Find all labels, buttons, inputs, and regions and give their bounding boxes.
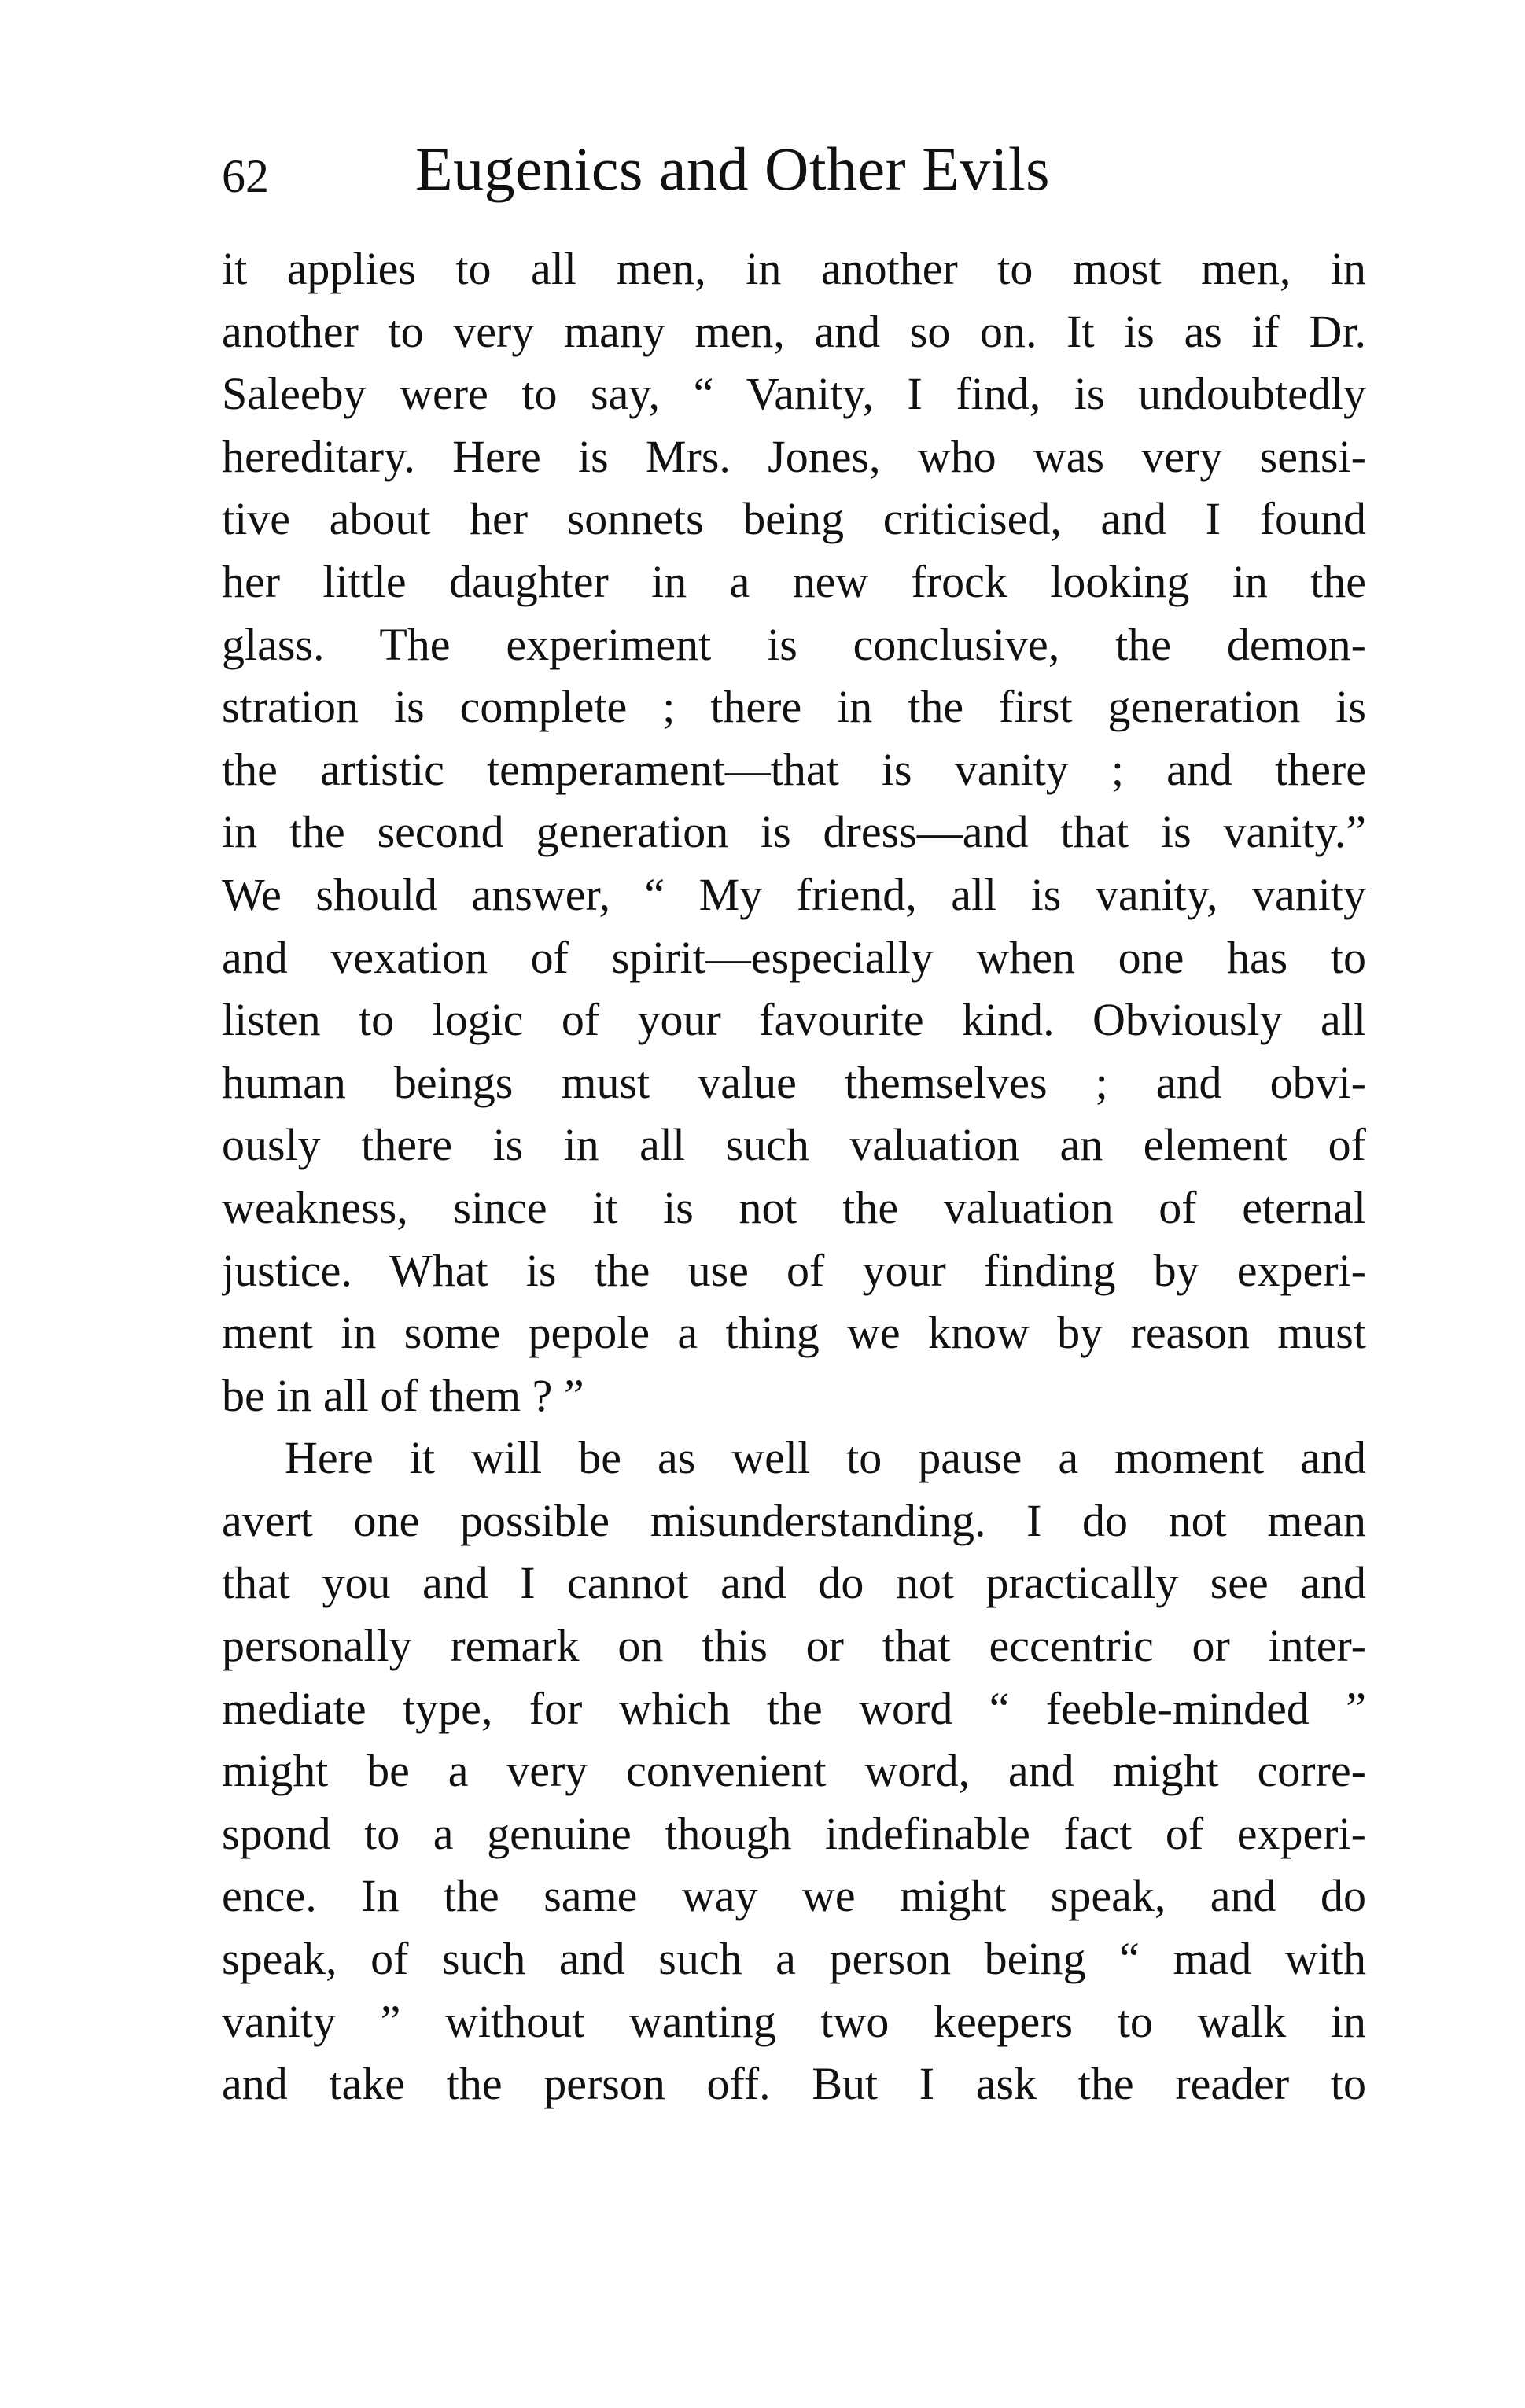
text-line: ence. In the same way we might speak, and do <box>222 1870 1366 1922</box>
text-line: personally remark on this or that eccentric or inter- <box>222 1620 1366 1672</box>
text-line: that you and I cannot and do not practically see and <box>222 1557 1366 1609</box>
text-line: might be a very convenient word, and might corre- <box>222 1745 1366 1797</box>
text-line: it applies to all men, in another to most men, in <box>222 243 1366 294</box>
paragraph-1 <box>222 237 1366 1427</box>
text-line: be in all of them ? ” <box>222 1369 584 1421</box>
text-line: ment in some pepole a thing we know by reason must <box>222 1307 1366 1359</box>
body-text <box>222 237 1366 2115</box>
text-line: vanity ” without wanting two keepers to walk in <box>222 1995 1366 2047</box>
text-line: the artistic temperament—that is vanity ; and there <box>222 743 1366 795</box>
text-line: in the second generation is dress—and that is vanity.” <box>222 806 1366 858</box>
text-line: and vexation of spirit—especially when one has to <box>222 931 1366 983</box>
page-number: 62 <box>222 150 269 202</box>
text-line: her little daughter in a new frock looking in the <box>222 555 1366 607</box>
text-line: tive about her sonnets being criticised, and I found <box>222 493 1366 545</box>
text-line: justice. What is the use of your finding by experi- <box>222 1244 1366 1296</box>
text-line: glass. The experiment is conclusive, the demon- <box>222 618 1366 670</box>
text-line: We should answer, “ My friend, all is vanity, vanity <box>222 868 1366 920</box>
text-line: human beings must value themselves ; and obvi- <box>222 1056 1366 1108</box>
text-line: spond to a genuine though indefinable fact of experi- <box>222 1807 1366 1859</box>
text-line: another to very many men, and so on. It is as if Dr. <box>222 305 1366 357</box>
text-line: hereditary. Here is Mrs. Jones, who was very sensi- <box>222 430 1366 482</box>
running-title: Eugenics and Other Evils <box>415 134 1050 203</box>
text-line: avert one possible misunderstanding. I do not mean <box>222 1494 1366 1546</box>
text-line: mediate type, for which the word “ feeble-minded ” <box>222 1682 1366 1734</box>
page-header <box>222 134 1370 212</box>
text-line: stration is complete ; there in the first generation is <box>222 681 1366 733</box>
text-line: and take the person off. But I ask the reader to <box>222 2058 1366 2110</box>
text-line: speak, of such and such a person being “ mad with <box>222 1933 1366 1985</box>
text-line: weakness, since it is not the valuation of eternal <box>222 1181 1366 1233</box>
text-line: Here it will be as well to pause a moment and <box>285 1432 1366 1484</box>
text-line: ously there is in all such valuation an element of <box>222 1119 1366 1171</box>
paragraph-2 <box>222 1427 1366 2115</box>
text-line: listen to logic of your favourite kind. Obviously all <box>222 994 1366 1046</box>
text-line: Saleeby were to say, “ Vanity, I find, is undoubtedly <box>222 368 1366 420</box>
